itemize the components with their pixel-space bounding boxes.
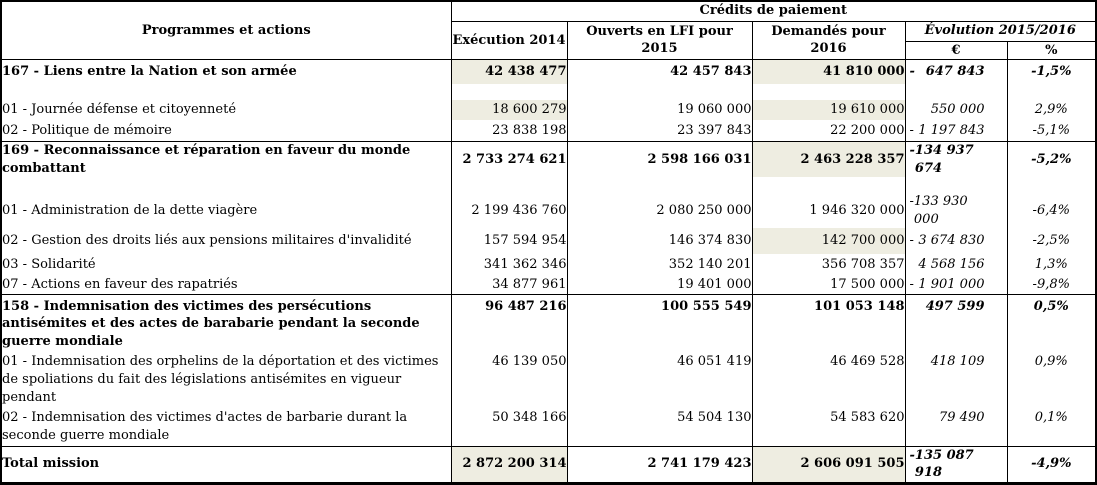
cell-evolution-percent: 0,5% [1007,294,1096,350]
cell-lfi-2015: 100 555 549 [567,294,752,350]
minus-sign: - [909,277,914,293]
cell-execution-2014: 42 438 477 [451,60,567,84]
cell-demandes-2016: 22 200 000 [752,120,905,142]
table-row [1,294,1096,350]
cell-evolution-percent: -6,4% [1007,193,1096,228]
cell-lfi-2015: 2 741 179 423 [567,446,752,483]
cell-execution-2014: 46 139 050 [451,350,567,406]
cell-evolution-euro [905,142,1007,178]
table-row [1,350,1096,406]
cell-evolution-percent: -4,9% [1007,446,1096,483]
table-row [1,193,1096,228]
header-row-credits [1,1,1096,21]
row-label: 02 - Indemnisation des victimes d'actes de barbarie durant la seconde guerre mondiale [1,406,451,446]
table-row [1,446,1096,483]
table-row [1,254,1096,276]
euro-amount: 133 930 000 [913,194,968,227]
cell-evolution-percent: -9,8% [1007,276,1096,294]
euro-amount: 134 937 674 [914,143,974,176]
euro-amount: 135 087 918 [914,447,974,481]
table-header [1,1,1096,60]
evolution-euro-value [906,256,1007,274]
cell-lfi-2015: 2 080 250 000 [567,193,752,228]
cell-lfi-2015: 146 374 830 [567,228,752,254]
euro-amount: 3 674 830 [918,233,985,249]
cell-evolution-percent: -1,5% [1007,60,1096,84]
cell-execution-2014: 2 199 436 760 [451,193,567,228]
spacer-cell [905,177,1007,193]
cell-lfi-2015: 46 051 419 [567,350,752,406]
euro-amount: 497 599 [925,298,985,314]
cell-demandes-2016: 46 469 528 [752,350,905,406]
column-header-euro: € [905,41,1007,60]
cell-evolution-euro [905,100,1007,120]
cell-evolution-percent: 2,9% [1007,100,1096,120]
euro-amount: 79 490 [939,410,985,426]
column-header-lfi-2015: Ouverts en LFI pour 2015 [567,21,752,60]
euro-amount: 550 000 [930,101,985,117]
cell-demandes-2016: 142 700 000 [752,228,905,254]
cell-lfi-2015: 42 457 843 [567,60,752,84]
cell-execution-2014: 341 362 346 [451,254,567,276]
column-header-credits-de-paiement: Crédits de paiement [451,1,1096,21]
evolution-euro-value [906,276,1007,294]
column-header-programmes: Programmes et actions [1,1,451,60]
spacer-row [1,84,1096,100]
spacer-cell [1007,177,1096,193]
row-label: 158 - Indemnisation des victimes des persécutions antisémites et des actes de barabarie pendant la seconde guerre mondiale [1,294,451,350]
evolution-euro-value [906,122,1007,140]
row-label: 01 - Administration de la dette viagère [1,193,451,228]
evolution-euro-value [906,353,1007,371]
row-label: 07 - Actions en faveur des rapatriés [1,276,451,294]
spacer-cell [905,84,1007,100]
spacer-cell [752,84,905,100]
table-row [1,100,1096,120]
spacer-row [1,177,1096,193]
evolution-euro-value [906,409,1007,427]
cell-lfi-2015: 19 060 000 [567,100,752,120]
cell-demandes-2016: 1 946 320 000 [752,193,905,228]
cell-execution-2014: 2 872 200 314 [451,446,567,483]
evolution-euro-value [906,63,1007,81]
row-label: 02 - Gestion des droits liés aux pensions militaires d'invalidité [1,228,451,254]
cell-evolution-euro [905,350,1007,406]
minus-sign: - [909,143,915,159]
column-header-percent: % [1007,41,1096,60]
cell-lfi-2015: 19 401 000 [567,276,752,294]
cell-evolution-percent: 0,9% [1007,350,1096,406]
evolution-euro-value [906,232,1007,250]
row-label: 03 - Solidarité [1,254,451,276]
cell-demandes-2016: 17 500 000 [752,276,905,294]
cell-evolution-percent: -5,1% [1007,120,1096,142]
table-row [1,120,1096,142]
table-body [1,60,1096,484]
table-row [1,406,1096,446]
minus-sign: - [909,233,914,249]
cell-evolution-euro [905,228,1007,254]
cell-execution-2014: 2 733 274 621 [451,142,567,178]
row-label: 167 - Liens entre la Nation et son armée [1,60,451,84]
euro-amount: 4 568 156 [918,257,985,273]
row-label: 02 - Politique de mémoire [1,120,451,142]
table-row [1,276,1096,294]
spacer-cell [1,177,451,193]
cell-execution-2014: 34 877 961 [451,276,567,294]
cell-execution-2014: 157 594 954 [451,228,567,254]
cell-evolution-percent: -2,5% [1007,228,1096,254]
column-header-execution-2014: Exécution 2014 [451,21,567,60]
spacer-cell [1007,84,1096,100]
cell-lfi-2015: 2 598 166 031 [567,142,752,178]
spacer-cell [752,177,905,193]
row-label: 169 - Reconnaissance et réparation en faveur du monde combattant [1,142,451,178]
cell-execution-2014: 18 600 279 [451,100,567,120]
row-label: Total mission [1,446,451,483]
euro-amount: 418 109 [930,354,985,370]
cell-evolution-euro [905,276,1007,294]
minus-sign: - [909,447,915,463]
evolution-euro-value [906,193,1007,228]
cell-execution-2014: 50 348 166 [451,406,567,446]
evolution-euro-value [906,298,1007,316]
column-header-evolution: Évolution 2015/2016 [905,21,1096,41]
cell-demandes-2016: 41 810 000 [752,60,905,84]
cell-lfi-2015: 23 397 843 [567,120,752,142]
cell-evolution-euro [905,254,1007,276]
cell-evolution-euro [905,294,1007,350]
euro-amount: 1 197 843 [918,122,985,138]
minus-sign: - [909,194,914,210]
spacer-cell [451,177,567,193]
cell-evolution-euro [905,120,1007,142]
row-label: 01 - Journée défense et citoyenneté [1,100,451,120]
table-row [1,228,1096,254]
cell-evolution-percent: 0,1% [1007,406,1096,446]
evolution-euro-value [906,447,1007,482]
table-row [1,60,1096,84]
cell-demandes-2016: 101 053 148 [752,294,905,350]
cell-evolution-percent: -5,2% [1007,142,1096,178]
cell-demandes-2016: 54 583 620 [752,406,905,446]
spacer-cell [451,84,567,100]
cell-demandes-2016: 19 610 000 [752,100,905,120]
table-row [1,142,1096,178]
cell-evolution-euro [905,406,1007,446]
spacer-cell [567,84,752,100]
row-label: 01 - Indemnisation des orphelins de la déportation et des victimes de spoliations du fait des législations antisémites en vigueur pendant [1,350,451,406]
cell-execution-2014: 96 487 216 [451,294,567,350]
spacer-cell [567,177,752,193]
evolution-euro-value [906,142,1007,177]
cell-demandes-2016: 356 708 357 [752,254,905,276]
cell-lfi-2015: 352 140 201 [567,254,752,276]
cell-demandes-2016: 2 463 228 357 [752,142,905,178]
minus-sign: - [909,64,915,80]
cell-evolution-euro [905,193,1007,228]
cell-lfi-2015: 54 504 130 [567,406,752,446]
cell-evolution-percent: 1,3% [1007,254,1096,276]
cell-demandes-2016: 2 606 091 505 [752,446,905,483]
minus-sign: - [909,122,914,138]
cell-evolution-euro [905,446,1007,483]
cell-evolution-euro [905,60,1007,84]
evolution-euro-value [906,101,1007,119]
euro-amount: 1 901 000 [918,277,985,293]
column-header-demandes-2016: Demandés pour 2016 [752,21,905,60]
cell-execution-2014: 23 838 198 [451,120,567,142]
spacer-cell [1,84,451,100]
euro-amount: 647 843 [925,64,985,80]
